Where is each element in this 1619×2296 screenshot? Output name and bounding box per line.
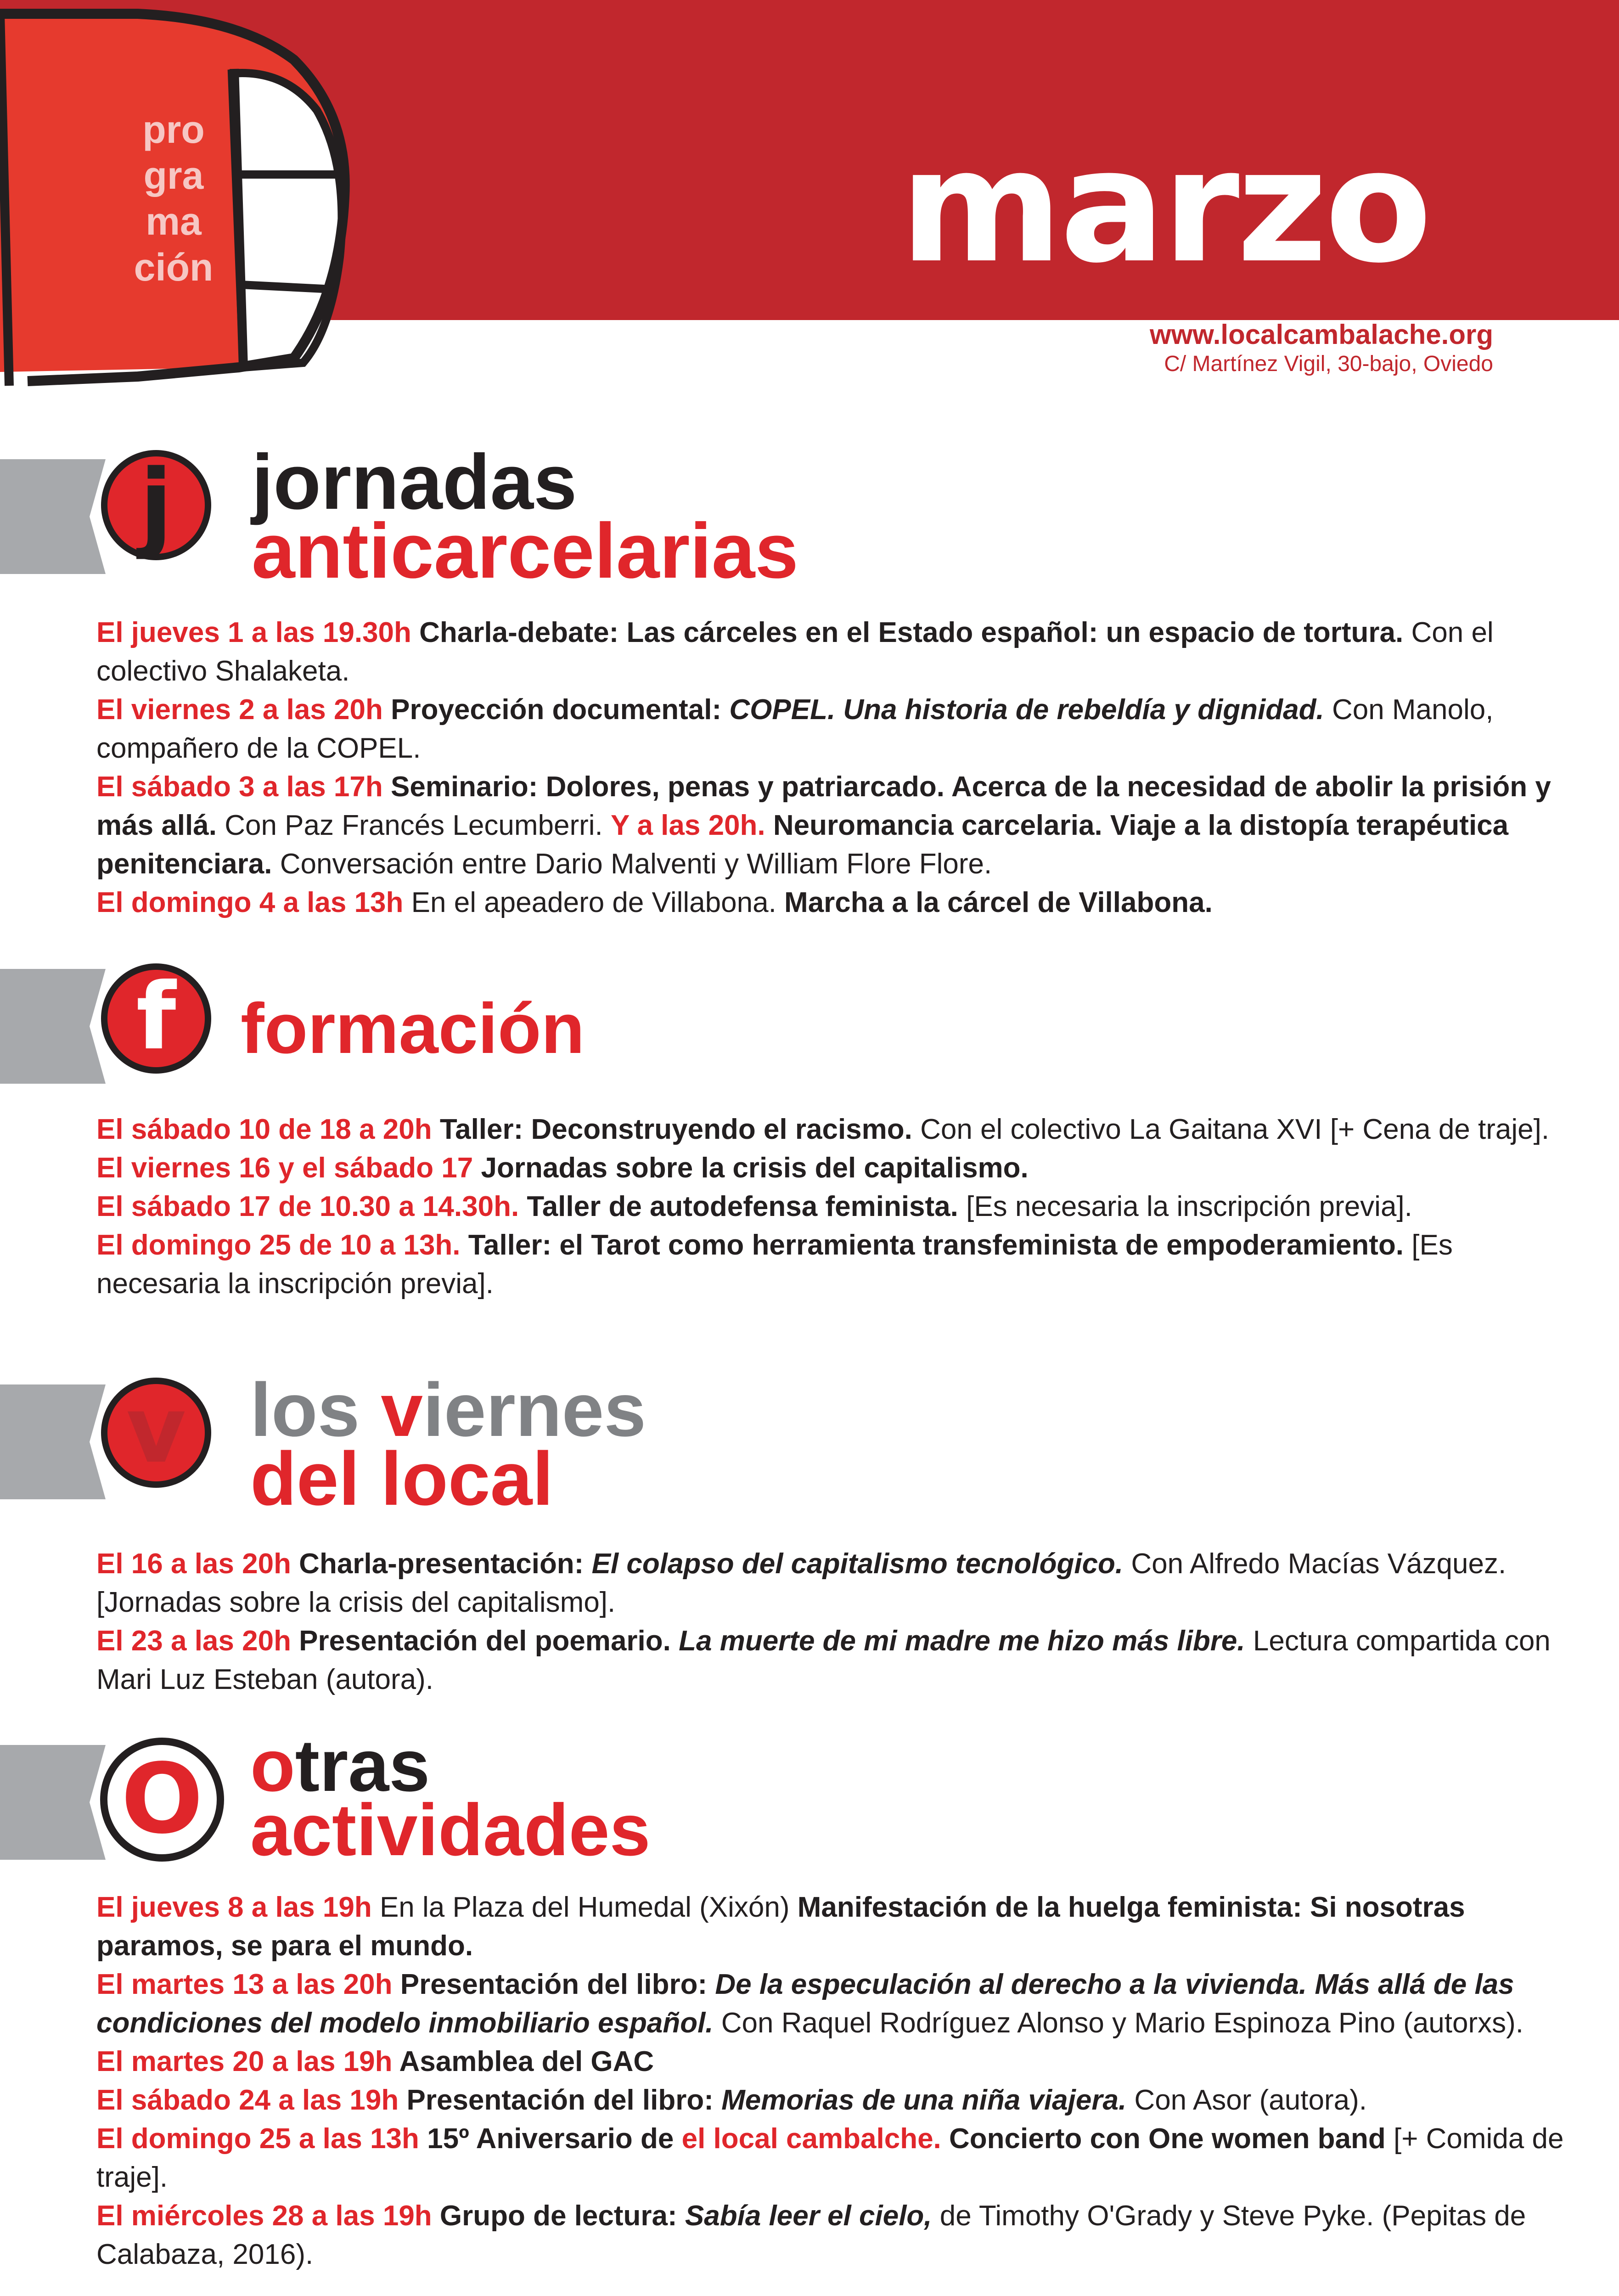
- list-item: El domingo 25 de 10 a 13h. Taller: el Tarot como herramienta transfeminista de empoderamiento. [Es necesaria la inscripción previa].: [96, 1229, 1453, 1300]
- list-item: El miércoles 28 a las 19h Grupo de lectura: Sabía leer el cielo, de Timothy O'Grady y Steve Pyke. (Pepitas de Calabaza, 2016).: [96, 2200, 1526, 2270]
- prog-syllable-1: pro: [142, 108, 205, 151]
- list-item: El jueves 1 a las 19.30h Charla-debate: Las cárceles en el Estado español: un espacio de tortura. Con el colectivo Shalaketa.: [96, 617, 1494, 687]
- month-title: marzo: [900, 116, 1429, 298]
- formacion-letter: f: [136, 963, 176, 1070]
- list-item: El jueves 8 a las 19h En la Plaza del Humedal (Xixón) Manifestación de la huelga feminista: Si nosotras paramos, se para el mundo.: [96, 1891, 1465, 1962]
- formacion-list: [96, 1110, 1580, 1303]
- viernes-title-line1: los viernes: [250, 1367, 646, 1452]
- jornadas-letter: j: [140, 449, 173, 561]
- list-item: El domingo 25 a las 13h 15º Aniversario de el local cambalche. Concierto con One women band [+ Comida de traje].: [96, 2123, 1564, 2193]
- formacion-title: formación: [241, 989, 585, 1068]
- otras-title-line1: otras: [250, 1724, 430, 1806]
- site-url-link[interactable]: www.localcambalache.org: [1149, 319, 1493, 350]
- list-item: El sábado 3 a las 17h Seminario: Dolores, penas y patriarcado. Acerca de la necesidad de abolir la prisión y más allá. Con Paz Francés Lecumberri. Y a las 20h. Neuromancia carcelaria. Viaje a la distopía terapéutica penitenciara. Conversación entre Dario Malventi y William Flore Flore.: [96, 771, 1551, 880]
- list-item: El 23 a las 20h Presentación del poemario. La muerte de mi madre me hizo más libre. Lectura compartida con Mari Luz Esteban (autora).: [96, 1625, 1551, 1695]
- viernes-letter: v: [126, 1377, 186, 1484]
- viernes-list: [96, 1545, 1580, 1699]
- prog-syllable-4: ción: [134, 246, 214, 289]
- jornadas-title-line2: anticarcelarias: [252, 507, 798, 595]
- prog-syllable-2: gra: [143, 154, 204, 197]
- list-item: El sábado 17 de 10.30 a 14.30h. Taller de autodefensa feminista. [Es necesaria la inscripción previa].: [96, 1191, 1412, 1222]
- list-item: El 16 a las 20h Charla-presentación: El colapso del capitalismo tecnológico. Con Alfredo Macías Vázquez. [Jornadas sobre la crisis del capitalismo].: [96, 1548, 1507, 1618]
- list-item: El sábado 10 de 18 a 20h Taller: Deconstruyendo el racismo. Con el colectivo La Gaitana XVI [+ Cena de traje].: [96, 1114, 1550, 1145]
- otras-list: [96, 1888, 1580, 2274]
- prog-syllable-3: ma: [146, 200, 202, 243]
- list-item: El viernes 16 y el sábado 17 Jornadas sobre la crisis del capitalismo.: [96, 1152, 1029, 1184]
- jornadas-title-line1: jornadas: [252, 439, 577, 526]
- list-item: El martes 20 a las 19h Asamblea del GAC: [96, 2046, 654, 2077]
- programacion-word: [105, 107, 242, 290]
- list-item: El viernes 2 a las 20h Proyección documental: COPEL. Una historia de rebeldía y dignidad. Con Manolo, compañero de la COPEL.: [96, 694, 1494, 764]
- otras-letter: O: [121, 1743, 203, 1855]
- list-item: El domingo 4 a las 13h En el apeadero de Villabona. Marcha a la cárcel de Villabona.: [96, 887, 1213, 918]
- otras-title-line2: actividades: [250, 1789, 651, 1871]
- viernes-title-line2: del local: [250, 1436, 554, 1521]
- list-item: El sábado 24 a las 19h Presentación del libro: Memorias de una niña viajera. Con Asor (autora).: [96, 2084, 1367, 2116]
- jornadas-list: [96, 613, 1580, 922]
- site-address: C/ Martínez Vigil, 30-bajo, Oviedo: [1164, 352, 1493, 376]
- list-item: El martes 13 a las 20h Presentación del libro: De la especulación al derecho a la vivienda. Más allá de las condiciones del modelo inmobiliario español. Con Raquel Rodríguez Alonso y Mario Espinoza Pino (autorxs).: [96, 1969, 1524, 2039]
